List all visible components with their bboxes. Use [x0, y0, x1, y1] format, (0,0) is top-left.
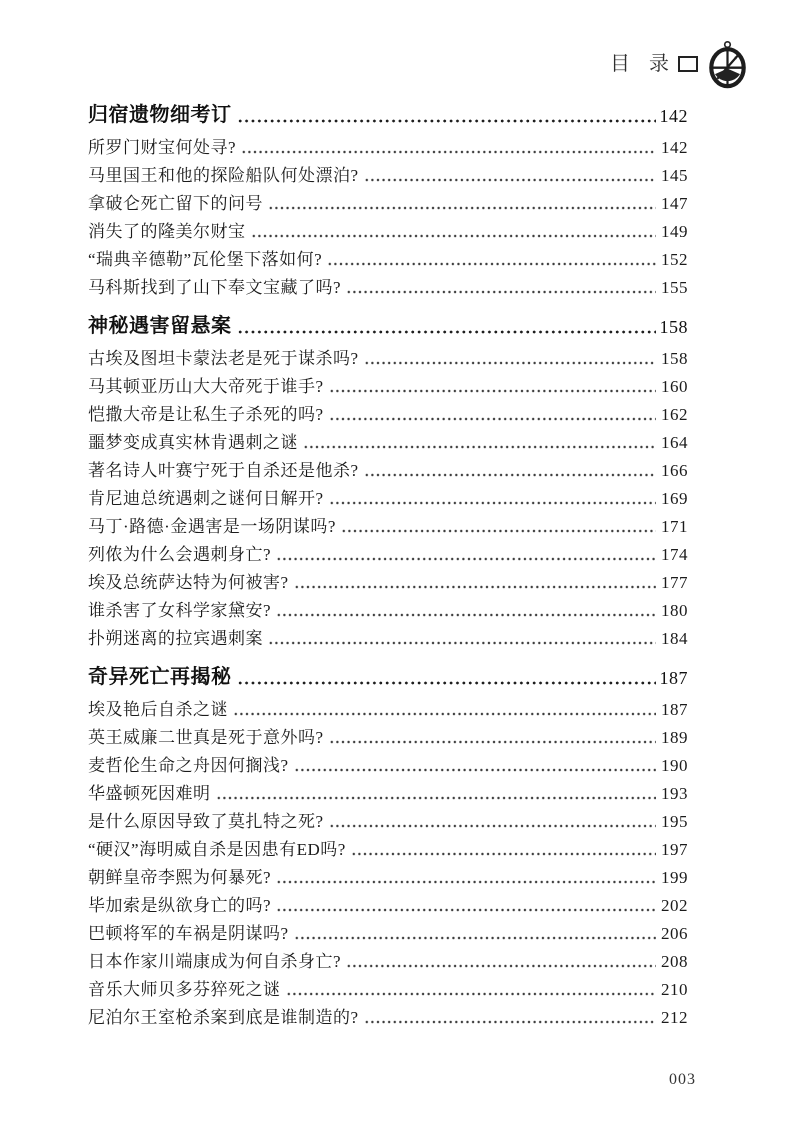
toc-entry-title: “硬汉”海明威自杀是因患有ED吗? [88, 840, 346, 859]
toc-entry [88, 405, 688, 425]
dot-leader [364, 463, 656, 481]
toc-entry-page: 162 [661, 405, 688, 424]
toc-entry [88, 461, 688, 481]
toc-section-page: 158 [659, 317, 688, 337]
toc-entry [88, 1008, 688, 1028]
toc-entry-page: 184 [661, 629, 688, 648]
toc-entry [88, 433, 688, 453]
toc-entry-page: 202 [661, 896, 688, 915]
toc-entry [88, 573, 688, 593]
toc-entry-page: 197 [661, 840, 688, 859]
header-box-ornament [678, 56, 698, 72]
toc-entry [88, 629, 688, 649]
toc-entry-page: 187 [661, 700, 688, 719]
toc-entry [88, 194, 688, 214]
dot-leader [294, 575, 656, 593]
toc-entry-page: 174 [661, 545, 688, 564]
toc-entry-page: 193 [661, 784, 688, 803]
toc-entry-title: “瑞典辛德勒”瓦伦堡下落如何? [88, 250, 323, 269]
dot-leader [216, 786, 657, 804]
toc-entry-page: 189 [661, 728, 688, 747]
toc-section-page: 187 [659, 668, 688, 688]
toc-section-page: 142 [659, 106, 688, 126]
dot-leader [364, 351, 656, 369]
page-header [610, 38, 748, 90]
dot-leader [329, 730, 656, 748]
toc-entry [88, 138, 688, 158]
toc-entry-page: 145 [661, 166, 688, 185]
dot-leader [327, 252, 656, 270]
footer-page-number: 003 [669, 1071, 696, 1088]
toc-entry [88, 896, 688, 916]
toc-entry [88, 812, 688, 832]
toc-entry-page: 195 [661, 812, 688, 831]
toc-entry-title: 朝鲜皇帝李熙为何暴死? [88, 868, 272, 887]
dot-leader [341, 519, 656, 537]
dot-leader [276, 898, 656, 916]
toc-entry [88, 952, 688, 972]
toc-entry-title: 谁杀害了女科学家黛安? [88, 601, 272, 620]
toc-entry [88, 728, 688, 748]
toc-entry [88, 278, 688, 298]
dot-leader [329, 814, 656, 832]
toc-entry-page: 199 [661, 868, 688, 887]
dot-leader [276, 870, 656, 888]
toc-section-header [88, 104, 688, 127]
toc-entry-page: 166 [661, 461, 688, 480]
toc-entry-title: 埃及总统萨达特为何被害? [88, 573, 289, 592]
toc-entry [88, 349, 688, 369]
dot-leader [329, 491, 656, 509]
toc-entry-title: 华盛顿死因难明 [88, 784, 211, 803]
dot-leader [286, 982, 657, 1000]
toc-entry [88, 250, 688, 270]
toc-entry [88, 489, 688, 509]
toc-entry [88, 166, 688, 186]
toc-entry-page: 164 [661, 433, 688, 452]
toc-entry-title: 马里国王和他的探险船队何处漂泊? [88, 166, 359, 185]
dot-leader [241, 140, 656, 158]
toc-entry-page: 142 [661, 138, 688, 157]
toc-entry [88, 222, 688, 242]
dot-leader [303, 435, 656, 453]
toc-entry-title: 马其顿亚历山大大帝死于谁手? [88, 377, 324, 396]
dot-leader [268, 196, 656, 214]
toc-entry-title: 英王威廉二世真是死于意外吗? [88, 728, 324, 747]
toc-entry-title: 消失了的隆美尔财宝 [88, 222, 246, 241]
toc-entry-page: 149 [661, 222, 688, 241]
dot-leader [329, 407, 656, 425]
toc-entry-page: 158 [661, 349, 688, 368]
toc-entry-page: 147 [661, 194, 688, 213]
toc-section-title: 奇异死亡再揭秘 [88, 666, 232, 688]
toc-entry-page: 155 [661, 278, 688, 297]
dot-leader [237, 107, 656, 127]
dot-leader [251, 224, 657, 242]
toc-entry-title: 马丁·路德·金遇害是一场阴谋吗? [88, 517, 336, 536]
toc-entry-title: 所罗门财宝何处寻? [88, 138, 237, 157]
toc-entry-title: 巴顿将军的车祸是阴谋吗? [88, 924, 289, 943]
dot-leader [294, 926, 656, 944]
dot-leader [268, 631, 656, 649]
toc-entry-title: 恺撒大帝是让私生子杀死的吗? [88, 405, 324, 424]
dot-leader [237, 669, 656, 689]
toc-section-title: 归宿遗物细考订 [88, 104, 232, 126]
toc-section-header [88, 315, 688, 338]
header-title: 目 录 [610, 53, 676, 75]
toc-entry-title: 肯尼迪总统遇刺之谜何日解开? [88, 489, 324, 508]
toc-entry-page: 152 [661, 250, 688, 269]
toc-entry [88, 601, 688, 621]
toc-entry-title: 列侬为什么会遇刺身亡? [88, 545, 272, 564]
toc-entry-page: 212 [661, 1008, 688, 1027]
dot-leader [276, 603, 656, 621]
dot-leader [346, 954, 656, 972]
toc-entry-title: 音乐大师贝多芬猝死之谜 [88, 980, 281, 999]
dot-leader [294, 758, 656, 776]
toc-entry [88, 377, 688, 397]
toc-list [88, 104, 688, 1036]
dot-leader [329, 379, 656, 397]
toc-entry [88, 756, 688, 776]
toc-entry-title: 拿破仑死亡留下的问号 [88, 194, 263, 213]
toc-entry-title: 马科斯找到了山下奉文宝藏了吗? [88, 278, 342, 297]
dot-leader [237, 318, 656, 338]
toc-entry-title: 毕加索是纵欲身亡的吗? [88, 896, 272, 915]
toc-entry [88, 868, 688, 888]
toc-entry-page: 206 [661, 924, 688, 943]
toc-entry-title: 日本作家川端康成为何自杀身亡? [88, 952, 342, 971]
dot-leader [364, 168, 656, 186]
toc-entry [88, 840, 688, 860]
toc-entry-title: 著名诗人叶赛宁死于自杀还是他杀? [88, 461, 359, 480]
toc-entry-page: 169 [661, 489, 688, 508]
toc-entry [88, 700, 688, 720]
toc-entry [88, 980, 688, 1000]
dot-leader [351, 842, 656, 860]
astrolabe-pendant-icon [707, 39, 748, 89]
toc-entry [88, 784, 688, 804]
dot-leader [276, 547, 656, 565]
toc-entry-title: 古埃及图坦卡蒙法老是死于谋杀吗? [88, 349, 359, 368]
toc-entry [88, 924, 688, 944]
toc-entry-page: 208 [661, 952, 688, 971]
toc-entry-page: 190 [661, 756, 688, 775]
toc-entry-title: 扑朔迷离的拉宾遇刺案 [88, 629, 263, 648]
dot-leader [346, 280, 656, 298]
toc-entry [88, 545, 688, 565]
toc-entry-page: 171 [661, 517, 688, 536]
toc-entry-title: 噩梦变成真实林肯遇刺之谜 [88, 433, 298, 452]
toc-entry-page: 210 [661, 980, 688, 999]
toc-section-title: 神秘遇害留悬案 [88, 315, 232, 337]
toc-entry-title: 埃及艳后自杀之谜 [88, 700, 228, 719]
dot-leader [233, 702, 656, 720]
toc-entry-title: 是什么原因导致了莫扎特之死? [88, 812, 324, 831]
toc-entry-page: 180 [661, 601, 688, 620]
toc-entry-title: 麦哲伦生命之舟因何搁浅? [88, 756, 289, 775]
toc-entry-title: 尼泊尔王室枪杀案到底是谁制造的? [88, 1008, 359, 1027]
toc-entry [88, 517, 688, 537]
toc-entry-page: 177 [661, 573, 688, 592]
toc-entry-page: 160 [661, 377, 688, 396]
dot-leader [364, 1010, 656, 1028]
toc-section-header [88, 666, 688, 689]
